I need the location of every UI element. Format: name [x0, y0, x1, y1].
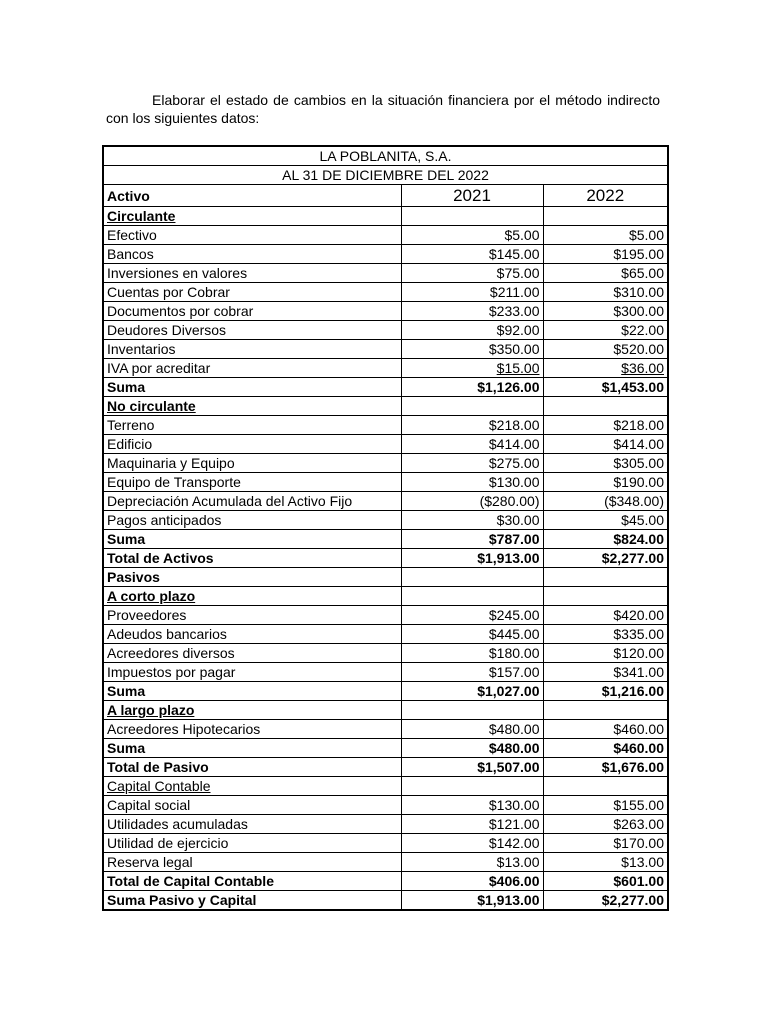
- table-row: [103, 777, 668, 796]
- row-label: Inventarios: [103, 340, 401, 359]
- value-2022: $824.00: [543, 530, 668, 549]
- value-2022: [543, 397, 668, 416]
- value-2021: $13.00: [401, 853, 543, 872]
- row-label: Circulante: [103, 207, 401, 226]
- table-row: [103, 549, 668, 568]
- row-label: A largo plazo: [103, 701, 401, 720]
- row-label: Cuentas por Cobrar: [103, 283, 401, 302]
- year-2022-header: 2022: [543, 185, 668, 207]
- company-header-row: [103, 146, 668, 166]
- value-2022: $601.00: [543, 872, 668, 891]
- table-row: [103, 492, 668, 511]
- table-row: [103, 682, 668, 701]
- report-date: AL 31 DE DICIEMBRE DEL 2022: [103, 166, 668, 185]
- table-row: [103, 587, 668, 606]
- row-label: Reserva legal: [103, 853, 401, 872]
- row-label: Equipo de Transporte: [103, 473, 401, 492]
- value-2021: $157.00: [401, 663, 543, 682]
- table-row: [103, 416, 668, 435]
- value-2022: $22.00: [543, 321, 668, 340]
- row-label: Suma Pasivo y Capital: [103, 891, 401, 911]
- row-label: Adeudos bancarios: [103, 625, 401, 644]
- table-row: [103, 625, 668, 644]
- row-label: Capital social: [103, 796, 401, 815]
- balance-sheet-table: [102, 145, 669, 911]
- value-2021: $480.00: [401, 739, 543, 758]
- row-label: Acreedores diversos: [103, 644, 401, 663]
- table-row: [103, 454, 668, 473]
- value-2021: $92.00: [401, 321, 543, 340]
- value-2021: ($280.00): [401, 492, 543, 511]
- row-label: No circulante: [103, 397, 401, 416]
- value-2022: [543, 568, 668, 587]
- table-row: [103, 720, 668, 739]
- value-2021: $350.00: [401, 340, 543, 359]
- value-2021: $480.00: [401, 720, 543, 739]
- value-2021: $445.00: [401, 625, 543, 644]
- value-2022: [543, 587, 668, 606]
- value-2021: [401, 568, 543, 587]
- value-2021: $15.00: [401, 359, 543, 378]
- value-2022: $170.00: [543, 834, 668, 853]
- table-row: [103, 758, 668, 777]
- value-2022: $460.00: [543, 720, 668, 739]
- table-row: [103, 891, 668, 911]
- row-label: Inversiones en valores: [103, 264, 401, 283]
- value-2022: [543, 207, 668, 226]
- value-2021: $275.00: [401, 454, 543, 473]
- value-2022: $420.00: [543, 606, 668, 625]
- value-2022: $195.00: [543, 245, 668, 264]
- value-2021: $414.00: [401, 435, 543, 454]
- value-2021: $1,126.00: [401, 378, 543, 397]
- table-row: [103, 226, 668, 245]
- value-2021: $142.00: [401, 834, 543, 853]
- table-row: [103, 378, 668, 397]
- column-header-row: [103, 185, 668, 207]
- table-row: [103, 207, 668, 226]
- value-2022: $310.00: [543, 283, 668, 302]
- row-label: Total de Pasivo: [103, 758, 401, 777]
- value-2022: $36.00: [543, 359, 668, 378]
- row-label: Impuestos por pagar: [103, 663, 401, 682]
- table-row: [103, 283, 668, 302]
- value-2022: $13.00: [543, 853, 668, 872]
- value-2022: $120.00: [543, 644, 668, 663]
- value-2022: $1,216.00: [543, 682, 668, 701]
- value-2021: [401, 777, 543, 796]
- date-header-row: [103, 166, 668, 185]
- value-2022: $2,277.00: [543, 549, 668, 568]
- row-label: Suma: [103, 739, 401, 758]
- value-2021: $5.00: [401, 226, 543, 245]
- row-label: Total de Activos: [103, 549, 401, 568]
- year-2021-header: 2021: [401, 185, 543, 207]
- value-2022: $263.00: [543, 815, 668, 834]
- table-row: [103, 511, 668, 530]
- value-2021: [401, 397, 543, 416]
- table-row: [103, 815, 668, 834]
- row-label: Edificio: [103, 435, 401, 454]
- row-label: Efectivo: [103, 226, 401, 245]
- value-2022: $65.00: [543, 264, 668, 283]
- table-row: [103, 606, 668, 625]
- value-2021: $233.00: [401, 302, 543, 321]
- value-2021: $130.00: [401, 473, 543, 492]
- table-row: [103, 872, 668, 891]
- value-2021: $1,507.00: [401, 758, 543, 777]
- value-2022: $305.00: [543, 454, 668, 473]
- row-label: Terreno: [103, 416, 401, 435]
- value-2022: $45.00: [543, 511, 668, 530]
- value-2021: [401, 207, 543, 226]
- value-2022: $341.00: [543, 663, 668, 682]
- row-label: Pasivos: [103, 568, 401, 587]
- value-2022: ($348.00): [543, 492, 668, 511]
- value-2021: $121.00: [401, 815, 543, 834]
- value-2021: $1,027.00: [401, 682, 543, 701]
- table-row: [103, 739, 668, 758]
- value-2022: $300.00: [543, 302, 668, 321]
- table-row: [103, 663, 668, 682]
- row-label: Suma: [103, 378, 401, 397]
- row-label: Deudores Diversos: [103, 321, 401, 340]
- value-2021: [401, 587, 543, 606]
- table-row: [103, 321, 668, 340]
- row-label: Total de Capital Contable: [103, 872, 401, 891]
- table-row: [103, 796, 668, 815]
- table-row: [103, 834, 668, 853]
- value-2022: [543, 701, 668, 720]
- company-name: LA POBLANITA, S.A.: [103, 146, 668, 166]
- value-2022: $1,453.00: [543, 378, 668, 397]
- table-row: [103, 644, 668, 663]
- value-2021: $245.00: [401, 606, 543, 625]
- row-label: Depreciación Acumulada del Activo Fijo: [103, 492, 401, 511]
- activo-column-label: Activo: [103, 185, 401, 207]
- table-row: [103, 530, 668, 549]
- table-row: [103, 264, 668, 283]
- row-label: Documentos por cobrar: [103, 302, 401, 321]
- value-2022: $2,277.00: [543, 891, 668, 911]
- table-row: [103, 435, 668, 454]
- table-row: [103, 473, 668, 492]
- table-row: [103, 853, 668, 872]
- table-row: [103, 302, 668, 321]
- table-row: [103, 359, 668, 378]
- row-label: Capital Contable: [103, 777, 401, 796]
- row-label: Bancos: [103, 245, 401, 264]
- value-2021: $75.00: [401, 264, 543, 283]
- value-2022: $218.00: [543, 416, 668, 435]
- table-row: [103, 568, 668, 587]
- row-label: Pagos anticipados: [103, 511, 401, 530]
- value-2021: $218.00: [401, 416, 543, 435]
- row-label: Suma: [103, 530, 401, 549]
- value-2021: $30.00: [401, 511, 543, 530]
- value-2021: $180.00: [401, 644, 543, 663]
- value-2022: $520.00: [543, 340, 668, 359]
- table-row: [103, 397, 668, 416]
- row-label: IVA por acreditar: [103, 359, 401, 378]
- row-label: A corto plazo: [103, 587, 401, 606]
- table-row: [103, 245, 668, 264]
- row-label: Utilidades acumuladas: [103, 815, 401, 834]
- value-2022: $335.00: [543, 625, 668, 644]
- value-2021: $211.00: [401, 283, 543, 302]
- value-2022: [543, 777, 668, 796]
- table-row: [103, 340, 668, 359]
- value-2021: $130.00: [401, 796, 543, 815]
- value-2022: $414.00: [543, 435, 668, 454]
- value-2021: $787.00: [401, 530, 543, 549]
- row-label: Suma: [103, 682, 401, 701]
- value-2021: $145.00: [401, 245, 543, 264]
- value-2022: $460.00: [543, 739, 668, 758]
- value-2022: $155.00: [543, 796, 668, 815]
- value-2021: $406.00: [401, 872, 543, 891]
- value-2021: $1,913.00: [401, 891, 543, 911]
- value-2021: [401, 701, 543, 720]
- table-row: [103, 701, 668, 720]
- value-2022: $190.00: [543, 473, 668, 492]
- row-label: Utilidad de ejercicio: [103, 834, 401, 853]
- row-label: Proveedores: [103, 606, 401, 625]
- value-2022: $1,676.00: [543, 758, 668, 777]
- row-label: Maquinaria y Equipo: [103, 454, 401, 473]
- row-label: Acreedores Hipotecarios: [103, 720, 401, 739]
- value-2021: $1,913.00: [401, 549, 543, 568]
- value-2022: $5.00: [543, 226, 668, 245]
- intro-paragraph: Elaborar el estado de cambios en la situación financiera por el método indirecto con los siguientes datos:: [106, 92, 660, 126]
